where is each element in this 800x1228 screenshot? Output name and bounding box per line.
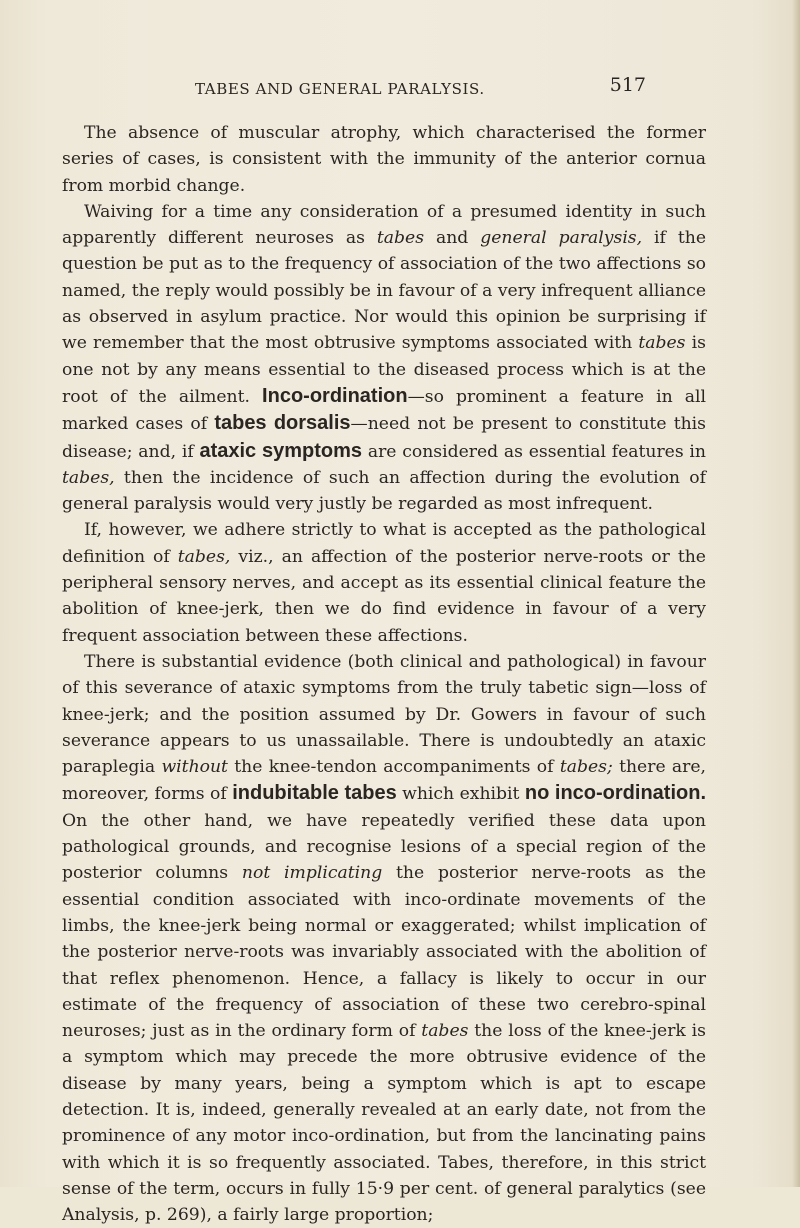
emphasized-text: tabes dorsalis	[214, 412, 351, 435]
text-run: are considered as essential features in	[362, 441, 707, 462]
text-run: On the other hand, we have repeatedly verified these data upon pathological grounds, and recognise lesions of a special region of the posterior columns	[62, 810, 706, 884]
page-number: 517	[609, 74, 646, 96]
emphasized-text: Inco-ordination	[262, 384, 408, 407]
italic-text: tabes,	[177, 546, 231, 567]
text-run: viz., an affection of the posterior nerve-roots or the peripheral sensory nerves, and accept as its essential clinical feature the abolition of knee-jerk, then we do find evidence in favour of a very frequent association between these affections.	[62, 546, 706, 646]
text-run: then the incidence of such an affection during the evolution of general paralysis would very justly be regarded as most infrequent.	[62, 467, 706, 515]
emphasized-text: no inco-ordination.	[524, 782, 706, 805]
emphasized-text: indubitable tabes	[232, 782, 397, 805]
text-run: is one not by any means essential to the diseased process which is at the root of the ailment.	[62, 333, 706, 407]
italic-text: tabes	[638, 333, 686, 354]
emphasized-text: ataxic symptoms	[199, 439, 363, 462]
paragraph	[62, 649, 706, 1228]
page-edge-shadow	[792, 0, 800, 1187]
paragraph	[62, 517, 706, 648]
text-run: there are, moreover, forms of	[62, 757, 707, 805]
text-run: the loss of the knee-jerk is a symptom which may precede the more obtrusive evidence of the disease by many years, being a symptom which is apt to escape detection. It is, indeed, generally revealed at an early date, not from the prominence of any motor inco-ordination, but from the lancinating pains with which it is so frequently associated. Tabes, therefore, in this strict sense of the term, occurs in fully 15·9 per cent. of general paralytics (see Analysis, p. 269), a fairly large proportion;	[62, 1021, 706, 1226]
text-run: and	[424, 228, 481, 249]
text-run: the posterior nerve-roots as the essential condition associated with inco-ordinate movements of the limbs, the knee-jerk being normal or exaggerated; whilst implication of the posterior nerve-roots was invariably associated with the abolition of that reflex phenomenon. Hence, a fallacy is likely to occur in our estimate of the frequency of association of these two cerebro-spinal neuroses; just as in the ordinary form of	[62, 863, 706, 1042]
text-run: There is substantial evidence (both clinical and pathological) in favour of this severance of ataxic symptoms from the truly tabetic sign—loss of knee-jerk; and the position assumed by Dr. Gowers in favour of such severance appears to us unassailable. There is undoubtedly an ataxic paraplegia	[62, 651, 706, 778]
text-run: —so prominent a feature in all marked cases of	[62, 386, 706, 435]
italic-text: not implicating	[241, 863, 383, 884]
paragraph	[62, 120, 706, 199]
text-run: —need not be present to constitute this disease; and, if	[62, 414, 706, 462]
italic-text: tabes;	[559, 757, 613, 778]
text-run: Waiving for a time any consideration of a presumed identity in such apparently different neuroses as	[62, 201, 706, 249]
italic-text: without	[161, 757, 228, 778]
italic-text: tabes	[421, 1021, 469, 1042]
text-run: which exhibit	[396, 784, 525, 805]
italic-text: tabes	[376, 228, 425, 249]
running-header: TABES AND GENERAL PARALYSIS.	[195, 80, 485, 98]
text-run: if the question be put as to the frequency of association of the two affections so named, the reply would possibly be in favour of a very infrequent alliance as observed in asylum practice. Nor would this opinion be surprising if we remember that the most obtrusive symptoms associated with	[62, 228, 706, 354]
italic-text: tabes,	[62, 467, 115, 488]
italic-text: general paralysis,	[480, 228, 643, 249]
text-run: the knee-tendon accompaniments of	[227, 757, 560, 778]
text-run: The absence of muscular atrophy, which characterised the former series of cases, is consistent with the immunity of the anterior cornua from morbid change.	[62, 123, 706, 196]
text-run: If, however, we adhere strictly to what is accepted as the pathological definition of	[62, 520, 706, 567]
body-text	[62, 120, 706, 1228]
paragraph	[62, 199, 706, 518]
